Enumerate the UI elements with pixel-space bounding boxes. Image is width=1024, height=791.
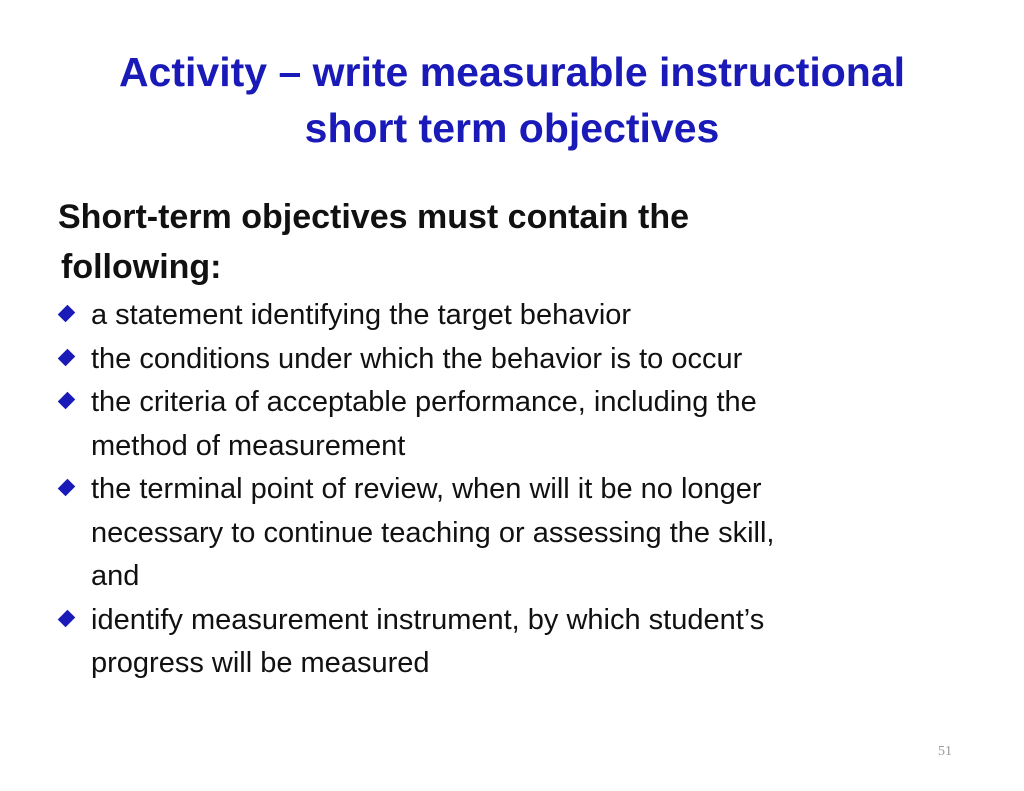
list-item-text [91, 468, 978, 599]
objectives-list [58, 294, 978, 686]
list-item-text [91, 381, 978, 468]
list-item-line: the conditions under which the behavior is to occur [91, 342, 743, 375]
intro-line: Short-term objectives must contain the [58, 198, 689, 236]
list-item [58, 338, 978, 382]
diamond-bullet-icon [58, 348, 76, 366]
intro-heading [58, 192, 978, 292]
slide-title-line: short term objectives [304, 105, 720, 151]
list-item-line: the terminal point of review, when will it be no longer [91, 473, 762, 505]
list-item-line: and [91, 560, 140, 592]
list-item-text [91, 294, 978, 338]
list-item-text [91, 338, 978, 382]
diamond-bullet-icon [58, 609, 76, 627]
list-item-line: identify measurement instrument, by which student’s [91, 603, 765, 636]
list-item-line: a statement identifying the target behavior [91, 299, 632, 331]
diamond-bullet-icon [58, 305, 76, 323]
list-item-line: the criteria of acceptable performance, including the [91, 386, 757, 418]
list-item-line: method of measurement [91, 429, 406, 462]
list-item [58, 468, 978, 599]
list-item-line: progress will be measured [91, 647, 430, 679]
slide-title [40, 44, 984, 156]
list-item-line: necessary to continue teaching or assessing the skill, [91, 516, 775, 549]
page-number: 51 [938, 744, 952, 759]
list-item-text [91, 599, 978, 686]
diamond-bullet-icon [58, 392, 76, 410]
slide-content [58, 192, 978, 686]
intro-line: following: [61, 248, 222, 286]
list-item [58, 381, 978, 468]
slide-title-line: Activity – write measurable instructional [118, 49, 906, 95]
list-item [58, 294, 978, 338]
diamond-bullet-icon [58, 479, 76, 497]
list-item [58, 599, 978, 686]
